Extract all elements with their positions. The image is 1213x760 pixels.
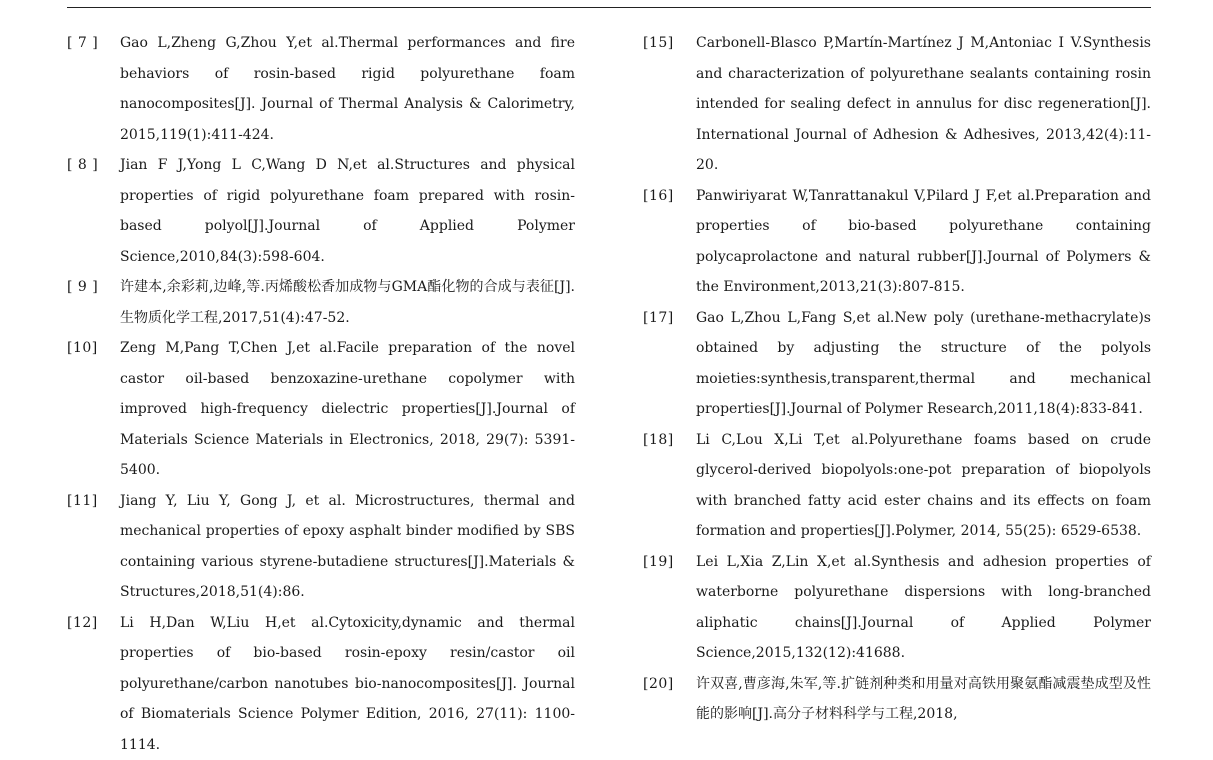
reference-item <box>67 333 575 486</box>
reference-text: Zeng M,Pang T,Chen J,et al.Facile preparation of the novel castor oil-based benzoxazine-urethane copolymer with improved high-frequency dielectric properties[J].Journal of Materials Science Materials in Electronics, 2018, 29(7): 5391-5400. <box>120 340 575 478</box>
reference-number: [16] <box>643 187 674 204</box>
reference-text: Lei L,Xia Z,Lin X,et al.Synthesis and adhesion properties of waterborne polyurethane dispersions with long-branched aliphatic chains[J].Journal of Applied Polymer Science,2015,132(12):41688. <box>696 553 1151 661</box>
reference-text: Carbonell-Blasco P,Martín-Martínez J M,Antoniac I V.Synthesis and characterization of polyurethane sealants containing rosin intended for sealing defect in annulus for disc regeneration[J]. International Journal of Adhesion & Adhesives, 2013,42(4):11-20. <box>696 35 1151 173</box>
reference-text: Gao L,Zhou L,Fang S,et al.New poly (urethane-methacrylate)s obtained by adjusting the structure of the polyols moieties:synthesis,transparent,thermal and mechanical properties[J].Journal of Polymer Research,2011,18(4):833-841. <box>696 309 1151 417</box>
reference-text: Jiang Y, Liu Y, Gong J, et al. Microstructures, thermal and mechanical properties of epoxy asphalt binder modified by SBS containing various styrene-butadiene structures[J].Materials & Structures,2018,51(4):86. <box>120 492 575 600</box>
reference-item <box>643 425 1151 547</box>
reference-item <box>67 272 575 333</box>
references-right-column <box>643 28 1151 730</box>
reference-item <box>67 608 575 760</box>
reference-text: 许双喜,曹彦海,朱军,等.扩链剂种类和用量对高铁用聚氨酯减震垫成型及性能的影响[J].高分子材料科学与工程,2018, <box>696 675 1151 722</box>
reference-item <box>643 669 1151 730</box>
reference-item <box>643 181 1151 303</box>
reference-text: Jian F J,Yong L C,Wang D N,et al.Structures and physical properties of rigid polyurethane foam prepared with rosin-based polyol[J].Journal of Applied Polymer Science,2010,84(3):598-604. <box>120 157 575 265</box>
reference-number: [10] <box>67 340 98 356</box>
reference-item <box>67 150 575 272</box>
references-left-column <box>67 28 575 760</box>
reference-text: Panwiriyarat W,Tanrattanakul V,Pilard J F,et al.Preparation and properties of bio-based polyurethane containing polycaprolactone and natural rubber[J].Journal of Polymers & the Environment,2013,21(3):807-815. <box>696 187 1151 295</box>
reference-number: [ 8 ] <box>67 157 99 173</box>
reference-number: [19] <box>643 553 674 570</box>
reference-item <box>643 303 1151 425</box>
reference-number: [15] <box>643 35 674 51</box>
reference-text: Li H,Dan W,Liu H,et al.Cytoxicity,dynamic and thermal properties of bio-based rosin-epoxy resin/castor oil polyurethane/carbon nanotubes bio-nanocomposites[J]. Journal of Biomaterials Science Polymer Edition, 2016, 27(11): 1100-1114. <box>120 614 575 753</box>
top-rule <box>67 7 1151 8</box>
reference-number: [11] <box>67 492 98 509</box>
reference-item <box>643 28 1151 181</box>
reference-number: [12] <box>67 614 98 631</box>
reference-number: [18] <box>643 431 674 448</box>
reference-text: Li C,Lou X,Li T,et al.Polyurethane foams based on crude glycerol-derived biopolyols:one-pot preparation of biopolyols with branched fatty acid ester chains and its effects on foam formation and properties[J].Polymer, 2014, 55(25): 6529-6538. <box>696 431 1151 539</box>
reference-text: Gao L,Zheng G,Zhou Y,et al.Thermal performances and fire behaviors of rosin-based rigid polyurethane foam nanocomposites[J]. Journal of Thermal Analysis & Calorimetry, 2015,119(1):411-424. <box>120 35 575 143</box>
reference-number: [17] <box>643 309 674 326</box>
reference-text: 许建本,余彩莉,边峰,等.丙烯酸松香加成物与GMA酯化物的合成与表征[J].生物质化学工程,2017,51(4):47-52. <box>120 279 575 326</box>
reference-item <box>643 547 1151 669</box>
reference-number: [ 9 ] <box>67 279 99 295</box>
reference-item <box>67 28 575 150</box>
reference-item <box>67 486 575 608</box>
reference-number: [ 7 ] <box>67 35 99 51</box>
reference-number: [20] <box>643 675 674 692</box>
